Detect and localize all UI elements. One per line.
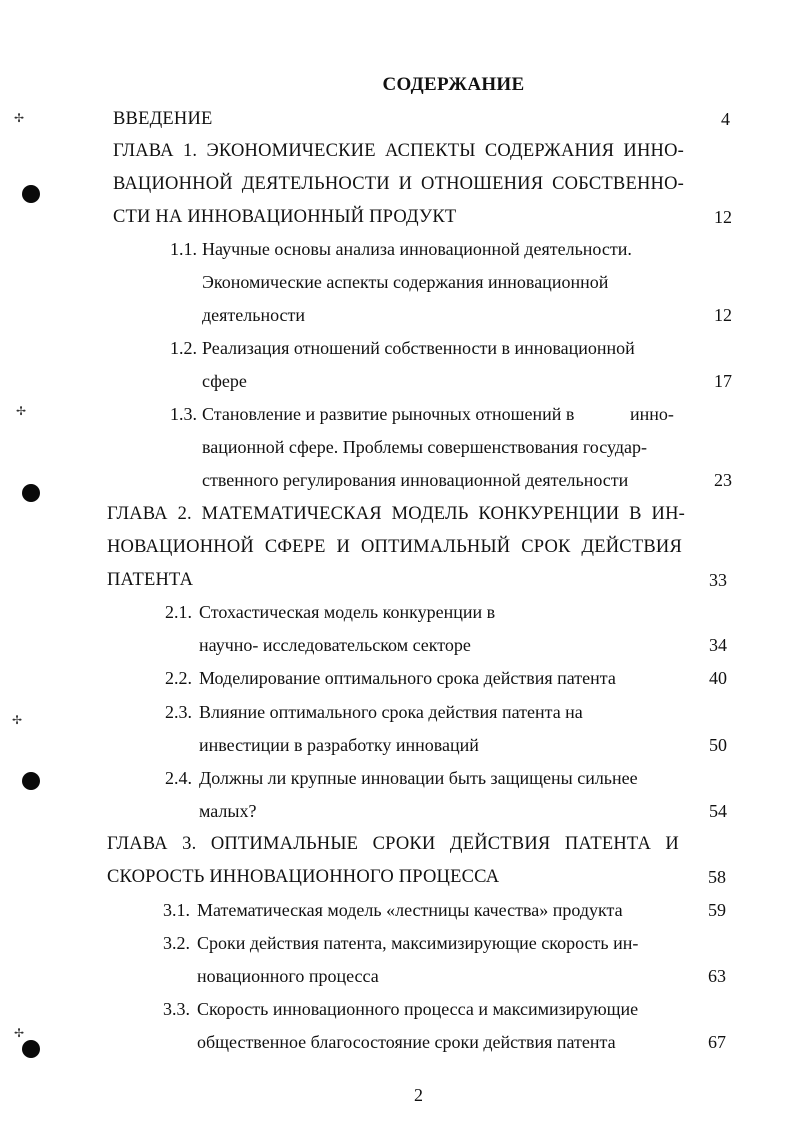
toc-section-line: вационной сфере. Проблемы совершенствования государ- [202,437,647,457]
toc-section-page: 12 [714,305,732,325]
scan-speck: ✢ [16,404,27,418]
toc-chapter-2-line: ПАТЕНТА [107,570,194,590]
toc-section-line: Экономические аспекты содержания инновационной [202,272,609,292]
toc-section-line: деятельности [202,305,306,325]
toc-section-page: 34 [709,635,727,655]
toc-chapter-1-line: ГЛАВА 1. ЭКОНОМИЧЕСКИЕ АСПЕКТЫ СОДЕРЖАНИЯ ИННО- [113,141,684,161]
toc-section-line: инвестиции в разработку инноваций [199,735,479,755]
toc-section-line: научно- исследовательском секторе [199,635,471,655]
toc-section-page: 67 [708,1032,726,1052]
toc-section-line: Влияние оптимального срока действия патента на [199,702,583,722]
toc-section-number: 2.4. [165,768,192,788]
toc-section-page: 59 [708,900,726,920]
toc-chapter-2-page: 33 [709,570,727,590]
toc-chapter-1-page: 12 [714,207,732,227]
toc-section-line: Сроки действия патента, максимизирующие скорость ин- [197,933,639,953]
toc-section-line: малых? [199,801,257,821]
toc-chapter-2-line: НОВАЦИОННОЙ СФЕРЕ И ОПТИМАЛЬНЫЙ СРОК ДЕЙСТВИЯ [107,537,682,557]
toc-section-number: 3.1. [163,900,190,920]
toc-section-line: инно- [630,404,674,424]
toc-section-line: Математическая модель «лестницы качества» продукта [197,900,623,920]
toc-section-line: общественное благосостояние сроки действия патента [197,1032,616,1052]
binder-hole [22,772,40,790]
toc-section-line: Становление и развитие рыночных отношений в [202,404,575,424]
toc-section-number: 3.2. [163,933,190,953]
toc-section-line: Реализация отношений собственности в инновационной [202,338,635,358]
binder-hole [22,484,40,502]
scan-speck: ✢ [12,713,23,727]
toc-section-line: Научные основы анализа инновационной деятельности. [202,239,632,259]
toc-section-line: Скорость инновационного процесса и максимизирующие [197,999,639,1019]
toc-section-page: 17 [714,371,732,391]
toc-section-number: 3.3. [163,999,190,1019]
toc-chapter-1-line: СТИ НА ИННОВАЦИОННЫЙ ПРОДУКТ [113,207,457,227]
toc-section-line: новационного процесса [197,966,379,986]
toc-section-number: 2.3. [165,702,192,722]
toc-intro-page: 4 [721,109,730,129]
toc-chapter-3-line: СКОРОСТЬ ИННОВАЦИОННОГО ПРОЦЕССА [107,867,500,887]
toc-chapter-1-line: ВАЦИОННОЙ ДЕЯТЕЛЬНОСТИ И ОТНОШЕНИЯ СОБСТВЕННО- [113,174,684,194]
toc-section-page: 63 [708,966,726,986]
page-title: СОДЕРЖАНИЕ [382,74,525,95]
toc-section-line: Моделирование оптимального срока действия патента [199,668,616,688]
binder-hole [22,185,40,203]
toc-section-line: Должны ли крупные инновации быть защищены сильнее [199,768,638,788]
toc-chapter-2-line: ГЛАВА 2. МАТЕМАТИЧЕСКАЯ МОДЕЛЬ КОНКУРЕНЦИИ В ИН- [107,504,685,524]
toc-section-line: ственного регулирования инновационной деятельности [202,470,629,490]
scan-speck: ✢ [14,1026,25,1040]
toc-chapter-3-page: 58 [708,867,726,887]
toc-section-number: 1.2. [170,338,197,358]
toc-section-line: Стохастическая модель конкуренции в [199,602,496,622]
page-number: 2 [414,1085,423,1105]
toc-section-line: сфере [202,371,247,391]
binder-hole [22,1040,40,1058]
toc-section-number: 2.2. [165,668,192,688]
toc-chapter-3-line: ГЛАВА 3. ОПТИМАЛЬНЫЕ СРОКИ ДЕЙСТВИЯ ПАТЕНТА И [107,834,679,854]
toc-section-number: 1.3. [170,404,197,424]
toc-section-page: 40 [709,668,727,688]
toc-section-number: 1.1. [170,239,197,259]
toc-intro: ВВЕДЕНИЕ [113,109,213,129]
toc-section-page: 50 [709,735,727,755]
toc-section-page: 23 [714,470,732,490]
toc-section-page: 54 [709,801,727,821]
toc-section-number: 2.1. [165,602,192,622]
scan-speck: ✢ [14,111,25,125]
